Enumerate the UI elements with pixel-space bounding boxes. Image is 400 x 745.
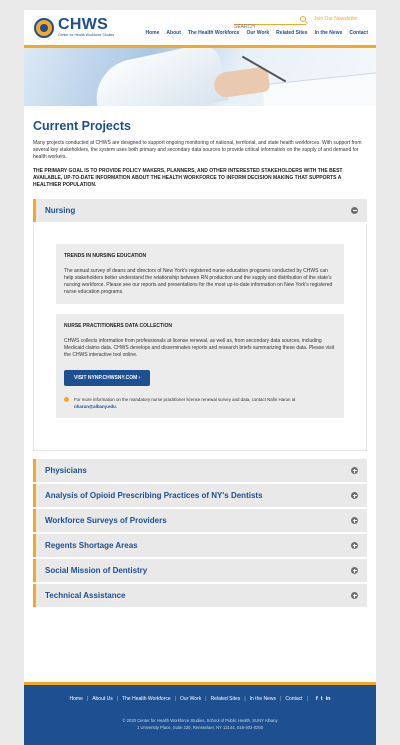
accordion-regents-shortage[interactable] bbox=[33, 534, 367, 557]
logo-subtitle: Center for Health Workforce Studies bbox=[58, 33, 115, 37]
accordion-title: Regents Shortage Areas bbox=[45, 541, 138, 550]
logo-seal-icon bbox=[34, 18, 54, 38]
accordion-opioid-dentists[interactable] bbox=[33, 484, 367, 507]
footer-nav-related-sites[interactable]: Related Sites bbox=[210, 696, 241, 702]
nursing-panel bbox=[33, 224, 367, 451]
nav-in-the-news[interactable]: In the News bbox=[314, 30, 343, 36]
footer-nav-about[interactable]: About Us bbox=[92, 696, 113, 702]
site-header bbox=[24, 10, 376, 45]
footer-nav-contact[interactable]: Contact bbox=[285, 696, 303, 702]
contact-info: For more information on the mandatory nurse practitioner license renewal survey and data, contact Nafin Harun at nharun@albany.edu. bbox=[64, 396, 336, 410]
hero-image bbox=[24, 48, 376, 106]
nav-health-workforce[interactable]: The Health Workforce bbox=[187, 30, 240, 36]
footer-nav-our-work[interactable]: Our Work bbox=[179, 696, 202, 702]
facebook-icon[interactable]: f bbox=[315, 696, 318, 702]
accordion-title: Physicians bbox=[45, 466, 87, 475]
card-body: The annual survey of deans and directors of New York's registered nurse education programs conducted by CHWS can help stakeholders better understand the relationship between RN production and the supply and distribution of the state's nursing workforce. Please see our reports and presentations for the most up-to-date information on New York's registered nurse education programs. bbox=[64, 268, 333, 295]
accordion-nursing[interactable] bbox=[33, 199, 367, 222]
accordion-title: Workforce Surveys of Providers bbox=[45, 516, 167, 525]
primary-goal-text: THE PRIMARY GOAL IS TO PROVIDE POLICY MAKERS, PLANNERS, AND OTHER INTERESTED STAKEHOLDERS WITH THE BEST AVAILABLE, UP-TO-DATE INFORMATION ABOUT THE HEALTH WORKFORCE TO INFORM DECISION MAKING THAT SUPPORTS A HEALTHIER POPULATION. bbox=[33, 168, 343, 188]
info-icon bbox=[64, 397, 69, 402]
intro-text: Many projects conducted at CHWS are designed to support ongoing monitoring of national, territorial, and state health workforces. With support from several key stakeholders, the system uses both primary and secondary data sources to provide critical information on the supply of and demand for health workers. bbox=[33, 140, 362, 160]
card-heading: TRENDS IN NURSING EDUCATION bbox=[64, 253, 147, 259]
np-data-card bbox=[56, 314, 344, 418]
accordion-title: Analysis of Opioid Prescribing Practices of NY's Dentists bbox=[45, 491, 263, 500]
plus-circle-icon[interactable] bbox=[351, 492, 358, 499]
main-nav bbox=[146, 30, 368, 36]
footer-nav-home[interactable]: Home bbox=[69, 696, 83, 702]
accordion-title: Nursing bbox=[45, 206, 76, 215]
minus-circle-icon[interactable] bbox=[351, 207, 358, 214]
main-content bbox=[24, 106, 376, 607]
nav-related-sites[interactable]: Related Sites bbox=[276, 30, 308, 36]
footer-nav-in-the-news[interactable]: In the News bbox=[249, 696, 277, 702]
footer-nav: Home | About Us | The Health Workforce | Our Work | Related Sites | In the News | Contact | f t in bbox=[69, 696, 331, 702]
footer-nav-health-workforce[interactable]: The Health Workforce bbox=[122, 696, 171, 702]
accordion-social-mission[interactable] bbox=[33, 559, 367, 582]
page-title: Current Projects bbox=[33, 119, 131, 133]
plus-circle-icon[interactable] bbox=[351, 467, 358, 474]
accordion-technical-assistance[interactable] bbox=[33, 584, 367, 607]
chws-logo[interactable] bbox=[34, 17, 114, 38]
card-body: CHWS collects information from professionals at license renewal, as well as, from secondary data sources, including Medicaid claims data. CHWS develops and disseminates reports and research briefs summarizing these data. Please visit the CHWS interactive tool online. bbox=[64, 338, 335, 358]
logo-name: CHWS bbox=[58, 16, 109, 33]
nav-about[interactable]: About bbox=[166, 30, 181, 36]
newsletter-link[interactable]: Join Our Newsletter bbox=[314, 16, 358, 22]
nav-our-work[interactable]: Our Work bbox=[246, 30, 270, 36]
plus-circle-icon[interactable] bbox=[351, 517, 358, 524]
site-footer bbox=[24, 682, 376, 745]
footer-copyright: © 2020 Center for Health Workforce Studies, School of Public Health, SUNY Albany 1 University Place, Suite 220, Rensselaer, NY 12144, 518-402-0250 bbox=[122, 718, 278, 730]
plus-circle-icon[interactable] bbox=[351, 592, 358, 599]
page bbox=[24, 10, 376, 745]
linkedin-icon[interactable]: in bbox=[325, 696, 331, 702]
nav-contact[interactable]: Contact bbox=[349, 30, 368, 36]
accordion-physicians[interactable] bbox=[33, 459, 367, 482]
trends-card bbox=[56, 244, 344, 304]
social-links bbox=[316, 696, 331, 702]
accordion-title: Technical Assistance bbox=[45, 591, 126, 600]
plus-circle-icon[interactable] bbox=[351, 542, 358, 549]
nav-home[interactable]: Home bbox=[145, 30, 160, 36]
twitter-icon[interactable]: t bbox=[320, 696, 323, 702]
card-heading: NURSE PRACTITIONERS DATA COLLECTION bbox=[64, 323, 172, 329]
visit-nynp-button[interactable]: VISIT NYNP.CHWSNY.COM › bbox=[64, 370, 150, 386]
email-link[interactable]: nharun@albany.edu bbox=[74, 404, 116, 409]
accordion-workforce-surveys[interactable] bbox=[33, 509, 367, 532]
plus-circle-icon[interactable] bbox=[351, 567, 358, 574]
search-icon[interactable] bbox=[300, 16, 306, 22]
accordion-title: Social Mission of Dentistry bbox=[45, 566, 148, 575]
search-box bbox=[234, 15, 306, 25]
